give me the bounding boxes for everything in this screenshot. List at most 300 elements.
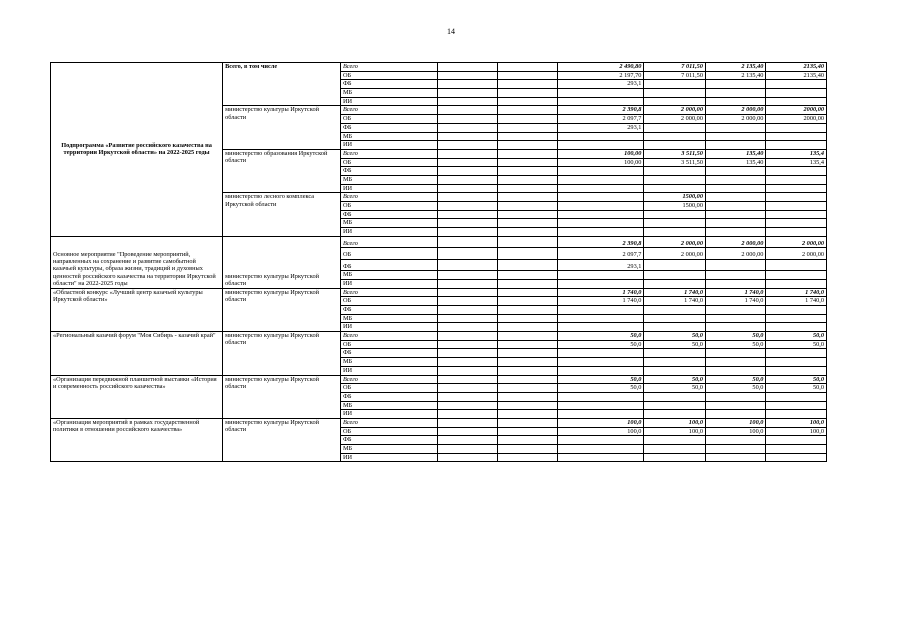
amount-cell <box>557 228 644 237</box>
empty-cell <box>437 340 497 349</box>
amount-cell <box>705 184 765 193</box>
amount-cell: 3 511,50 <box>644 158 706 167</box>
amount-cell: 1 740,0 <box>644 297 706 306</box>
amount-cell <box>766 410 827 419</box>
empty-cell <box>437 323 497 332</box>
empty-cell <box>437 279 497 288</box>
funding-source-cell: ИИ <box>340 184 437 193</box>
empty-cell <box>498 123 557 132</box>
amount-cell: 1 740,0 <box>557 297 644 306</box>
funding-source-cell: ИИ <box>340 279 437 288</box>
amount-cell <box>557 453 644 462</box>
empty-cell <box>498 427 557 436</box>
amount-cell: 2 000,00 <box>644 106 706 115</box>
amount-cell: 50,0 <box>557 384 644 393</box>
empty-cell <box>437 167 497 176</box>
amount-cell <box>766 132 827 141</box>
empty-cell <box>437 427 497 436</box>
empty-cell <box>437 97 497 106</box>
empty-cell <box>498 279 557 288</box>
amount-cell: 100,0 <box>766 427 827 436</box>
amount-cell <box>766 445 827 454</box>
empty-cell <box>498 410 557 419</box>
empty-cell <box>498 306 557 315</box>
amount-cell <box>766 210 827 219</box>
empty-cell <box>437 80 497 89</box>
empty-cell <box>437 236 497 248</box>
amount-cell <box>705 89 765 98</box>
amount-cell <box>644 323 706 332</box>
amount-cell <box>557 323 644 332</box>
funding-source-cell: МБ <box>340 445 437 454</box>
empty-cell <box>437 175 497 184</box>
amount-cell: 2135,40 <box>766 71 827 80</box>
amount-cell: 2 097,7 <box>557 248 644 260</box>
amount-cell: 100,00 <box>557 158 644 167</box>
empty-cell <box>437 259 497 271</box>
table-row <box>51 63 827 72</box>
amount-cell: 2000,00 <box>766 115 827 124</box>
amount-cell <box>766 401 827 410</box>
empty-cell <box>498 401 557 410</box>
amount-cell: 2 000,00 <box>644 115 706 124</box>
amount-cell <box>644 123 706 132</box>
amount-cell <box>766 202 827 211</box>
amount-cell: 293,1 <box>557 80 644 89</box>
amount-cell <box>705 80 765 89</box>
empty-cell <box>498 149 557 158</box>
empty-cell <box>498 158 557 167</box>
funding-source-cell: МБ <box>340 219 437 228</box>
amount-cell <box>557 314 644 323</box>
funding-source-cell: ФБ <box>340 259 437 271</box>
amount-cell <box>644 219 706 228</box>
amount-cell <box>644 271 706 280</box>
table-row <box>51 332 827 341</box>
funding-source-cell: ОБ <box>340 340 437 349</box>
funding-source-cell: ИИ <box>340 453 437 462</box>
amount-cell: 1 740,0 <box>705 297 765 306</box>
amount-cell <box>644 97 706 106</box>
amount-cell <box>557 410 644 419</box>
amount-cell <box>644 175 706 184</box>
amount-cell <box>766 306 827 315</box>
amount-cell: 100,0 <box>644 427 706 436</box>
amount-cell <box>705 392 765 401</box>
amount-cell: 2 000,00 <box>705 248 765 260</box>
amount-cell: 2 390,8 <box>557 106 644 115</box>
amount-cell <box>557 167 644 176</box>
amount-cell <box>766 271 827 280</box>
empty-cell <box>498 314 557 323</box>
amount-cell: 2 000,00 <box>705 106 765 115</box>
amount-cell <box>705 410 765 419</box>
empty-cell <box>437 392 497 401</box>
amount-cell <box>766 366 827 375</box>
funding-source-cell: ФБ <box>340 306 437 315</box>
amount-cell <box>644 259 706 271</box>
empty-cell <box>498 219 557 228</box>
amount-cell: 50,0 <box>766 375 827 384</box>
amount-cell: 100,0 <box>705 418 765 427</box>
empty-cell <box>498 89 557 98</box>
amount-cell: 2 000,00 <box>644 248 706 260</box>
empty-cell <box>437 366 497 375</box>
amount-cell <box>557 202 644 211</box>
amount-cell: 1 740,0 <box>766 288 827 297</box>
funding-source-cell: Всего <box>340 106 437 115</box>
empty-cell <box>498 184 557 193</box>
activity-name-cell: «Организация мероприятий в рамках государственной политики в отношении российского казачества» <box>51 418 223 461</box>
amount-cell: 135,4 <box>766 158 827 167</box>
amount-cell <box>557 219 644 228</box>
amount-cell <box>644 410 706 419</box>
funding-source-cell: МБ <box>340 271 437 280</box>
empty-cell <box>498 366 557 375</box>
funding-source-cell: Всего <box>340 149 437 158</box>
amount-cell <box>557 193 644 202</box>
amount-cell: 1 740,0 <box>644 288 706 297</box>
amount-cell <box>766 392 827 401</box>
amount-cell <box>557 141 644 150</box>
amount-cell <box>644 436 706 445</box>
funding-source-cell: ИИ <box>340 410 437 419</box>
empty-cell <box>498 384 557 393</box>
amount-cell <box>644 358 706 367</box>
amount-cell <box>705 279 765 288</box>
empty-cell <box>437 418 497 427</box>
amount-cell <box>766 219 827 228</box>
empty-cell <box>498 175 557 184</box>
amount-cell <box>766 349 827 358</box>
amount-cell <box>705 97 765 106</box>
empty-cell <box>498 193 557 202</box>
empty-cell <box>437 445 497 454</box>
amount-cell <box>766 453 827 462</box>
amount-cell <box>705 453 765 462</box>
funding-source-cell: ОБ <box>340 248 437 260</box>
amount-cell <box>644 392 706 401</box>
amount-cell <box>644 401 706 410</box>
amount-cell: 50,0 <box>557 340 644 349</box>
amount-cell: 50,0 <box>644 384 706 393</box>
funding-source-cell: Всего <box>340 288 437 297</box>
funding-source-cell: ОБ <box>340 427 437 436</box>
table-row <box>51 375 827 384</box>
amount-cell: 50,0 <box>766 340 827 349</box>
empty-cell <box>498 259 557 271</box>
table-row <box>51 236 827 248</box>
amount-cell <box>644 228 706 237</box>
amount-cell <box>557 366 644 375</box>
amount-cell: 3 511,50 <box>644 149 706 158</box>
empty-cell <box>437 71 497 80</box>
amount-cell <box>705 219 765 228</box>
empty-cell <box>437 123 497 132</box>
empty-cell <box>498 453 557 462</box>
amount-cell <box>557 358 644 367</box>
empty-cell <box>498 210 557 219</box>
empty-cell <box>437 349 497 358</box>
empty-cell <box>437 297 497 306</box>
funding-source-cell: Всего <box>340 193 437 202</box>
amount-cell: 2 097,7 <box>557 115 644 124</box>
amount-cell <box>557 279 644 288</box>
funding-source-cell: Всего <box>340 63 437 72</box>
empty-cell <box>437 332 497 341</box>
empty-cell <box>437 132 497 141</box>
amount-cell: 100,0 <box>766 418 827 427</box>
amount-cell: 50,0 <box>705 384 765 393</box>
amount-cell <box>705 445 765 454</box>
empty-cell <box>498 236 557 248</box>
amount-cell <box>644 453 706 462</box>
amount-cell <box>705 175 765 184</box>
funding-source-cell: МБ <box>340 89 437 98</box>
amount-cell <box>644 80 706 89</box>
amount-cell <box>557 392 644 401</box>
activity-name-cell: «Региональный казачий форум "Моя Сибирь - казачий край" <box>51 332 223 375</box>
empty-cell <box>498 271 557 280</box>
funding-source-cell: МБ <box>340 132 437 141</box>
empty-cell <box>498 323 557 332</box>
amount-cell <box>557 97 644 106</box>
empty-cell <box>437 436 497 445</box>
funding-source-cell: ФБ <box>340 436 437 445</box>
executor-cell: министерство лесного комплекса Иркутской области <box>223 193 341 236</box>
amount-cell: 293,1 <box>557 123 644 132</box>
amount-cell: 2 000,00 <box>705 236 765 248</box>
amount-cell <box>766 89 827 98</box>
empty-cell <box>498 349 557 358</box>
activity-name-cell: «Организация передвижной планшетной выставки «История и современность российского казачества» <box>51 375 223 418</box>
activity-name-cell: Подпрограмма «Развитие российского казачества на территории Иркутской области» на 2022-2025 годы <box>51 63 223 237</box>
empty-cell <box>498 106 557 115</box>
amount-cell: 135,4 <box>766 149 827 158</box>
amount-cell: 100,0 <box>705 427 765 436</box>
amount-cell <box>766 80 827 89</box>
executor-cell: министерство культуры Иркутской области <box>223 236 341 288</box>
amount-cell: 2000,00 <box>766 106 827 115</box>
empty-cell <box>498 248 557 260</box>
amount-cell: 2135,40 <box>766 63 827 72</box>
funding-source-cell: ОБ <box>340 115 437 124</box>
amount-cell: 50,0 <box>557 332 644 341</box>
amount-cell <box>705 132 765 141</box>
amount-cell <box>766 193 827 202</box>
empty-cell <box>437 410 497 419</box>
amount-cell <box>557 271 644 280</box>
funding-source-cell: ИИ <box>340 141 437 150</box>
empty-cell <box>437 63 497 72</box>
amount-cell: 1 740,0 <box>705 288 765 297</box>
empty-cell <box>437 314 497 323</box>
amount-cell <box>766 259 827 271</box>
amount-cell: 2 000,00 <box>705 115 765 124</box>
empty-cell <box>498 445 557 454</box>
amount-cell: 2 000,00 <box>766 236 827 248</box>
amount-cell: 100,0 <box>557 418 644 427</box>
amount-cell: 50,0 <box>766 384 827 393</box>
funding-source-cell: ИИ <box>340 228 437 237</box>
amount-cell: 2 490,80 <box>557 63 644 72</box>
funding-source-cell: Всего <box>340 375 437 384</box>
funding-source-cell: МБ <box>340 314 437 323</box>
empty-cell <box>498 202 557 211</box>
amount-cell <box>705 202 765 211</box>
empty-cell <box>498 358 557 367</box>
amount-cell: 1500,00 <box>644 202 706 211</box>
funding-source-cell: ИИ <box>340 323 437 332</box>
funding-source-cell: ОБ <box>340 384 437 393</box>
amount-cell: 50,0 <box>557 375 644 384</box>
amount-cell <box>705 401 765 410</box>
amount-cell <box>766 167 827 176</box>
amount-cell <box>644 279 706 288</box>
amount-cell <box>644 167 706 176</box>
empty-cell <box>437 202 497 211</box>
funding-source-cell: ОБ <box>340 158 437 167</box>
empty-cell <box>498 71 557 80</box>
empty-cell <box>437 193 497 202</box>
funding-source-cell: Всего <box>340 418 437 427</box>
executor-cell: министерство культуры Иркутской области <box>223 418 341 461</box>
amount-cell: 1 740,0 <box>557 288 644 297</box>
amount-cell <box>644 141 706 150</box>
amount-cell <box>766 358 827 367</box>
activity-name-cell: Основное мероприятие "Проведение мероприятий, направленных на сохранение и развитие самобытной казачьей культуры, образа жизни, традиций и духовных ценностей российского казачества на территории Иркутской области" на 2022-2025 годы <box>51 236 223 288</box>
empty-cell <box>437 248 497 260</box>
executor-cell: министерство образования Иркутской области <box>223 149 341 192</box>
amount-cell <box>705 323 765 332</box>
amount-cell <box>705 306 765 315</box>
funding-source-cell: ФБ <box>340 80 437 89</box>
amount-cell <box>766 141 827 150</box>
amount-cell <box>705 123 765 132</box>
budget-table <box>50 62 827 462</box>
amount-cell <box>557 132 644 141</box>
amount-cell <box>766 314 827 323</box>
empty-cell <box>498 97 557 106</box>
funding-source-cell: ОБ <box>340 71 437 80</box>
empty-cell <box>437 149 497 158</box>
amount-cell <box>705 167 765 176</box>
amount-cell <box>557 306 644 315</box>
empty-cell <box>437 453 497 462</box>
empty-cell <box>437 358 497 367</box>
funding-source-cell: ИИ <box>340 97 437 106</box>
amount-cell <box>766 184 827 193</box>
empty-cell <box>437 375 497 384</box>
budget-table-body <box>51 63 827 462</box>
amount-cell <box>705 228 765 237</box>
empty-cell <box>437 141 497 150</box>
amount-cell: 1 740,0 <box>766 297 827 306</box>
amount-cell: 2 135,40 <box>705 63 765 72</box>
amount-cell: 2 135,40 <box>705 71 765 80</box>
executor-cell: министерство культуры Иркутской области <box>223 332 341 375</box>
amount-cell: 1500,00 <box>644 193 706 202</box>
empty-cell <box>437 219 497 228</box>
empty-cell <box>437 228 497 237</box>
empty-cell <box>498 80 557 89</box>
amount-cell <box>644 366 706 375</box>
funding-source-cell: Всего <box>340 332 437 341</box>
funding-source-cell: ОБ <box>340 202 437 211</box>
amount-cell <box>705 271 765 280</box>
amount-cell <box>644 184 706 193</box>
empty-cell <box>437 210 497 219</box>
amount-cell <box>644 89 706 98</box>
executor-cell: Всего, в том числе <box>223 63 341 106</box>
amount-cell: 2 000,00 <box>766 248 827 260</box>
funding-source-cell: ФБ <box>340 210 437 219</box>
amount-cell <box>557 349 644 358</box>
amount-cell <box>644 210 706 219</box>
amount-cell <box>557 210 644 219</box>
executor-cell: министерство культуры Иркутской области <box>223 288 341 331</box>
amount-cell <box>644 132 706 141</box>
amount-cell: 100,00 <box>557 149 644 158</box>
amount-cell: 50,0 <box>644 332 706 341</box>
amount-cell <box>766 228 827 237</box>
amount-cell <box>705 349 765 358</box>
amount-cell: 50,0 <box>705 375 765 384</box>
amount-cell <box>557 175 644 184</box>
amount-cell <box>557 401 644 410</box>
empty-cell <box>437 184 497 193</box>
amount-cell <box>644 349 706 358</box>
empty-cell <box>437 106 497 115</box>
amount-cell: 50,0 <box>705 340 765 349</box>
amount-cell: 293,1 <box>557 259 644 271</box>
funding-source-cell: МБ <box>340 175 437 184</box>
page-number: 14 <box>447 27 455 36</box>
funding-source-cell: ФБ <box>340 123 437 132</box>
amount-cell <box>705 366 765 375</box>
amount-cell <box>557 436 644 445</box>
funding-source-cell: ФБ <box>340 392 437 401</box>
funding-source-cell: ФБ <box>340 167 437 176</box>
executor-cell: министерство культуры Иркутской области <box>223 375 341 418</box>
empty-cell <box>498 392 557 401</box>
amount-cell <box>705 358 765 367</box>
amount-cell <box>705 193 765 202</box>
amount-cell <box>644 445 706 454</box>
amount-cell <box>705 210 765 219</box>
funding-source-cell: Всего <box>340 236 437 248</box>
funding-source-cell: МБ <box>340 401 437 410</box>
empty-cell <box>498 115 557 124</box>
amount-cell: 50,0 <box>644 340 706 349</box>
empty-cell <box>437 288 497 297</box>
funding-source-cell: ИИ <box>340 366 437 375</box>
table-row <box>51 288 827 297</box>
amount-cell <box>766 123 827 132</box>
empty-cell <box>498 332 557 341</box>
empty-cell <box>437 306 497 315</box>
amount-cell <box>557 445 644 454</box>
amount-cell: 2 390,8 <box>557 236 644 248</box>
empty-cell <box>498 436 557 445</box>
amount-cell <box>766 279 827 288</box>
empty-cell <box>498 297 557 306</box>
empty-cell <box>498 63 557 72</box>
amount-cell: 7 011,50 <box>644 63 706 72</box>
amount-cell: 50,0 <box>644 375 706 384</box>
amount-cell: 135,40 <box>705 149 765 158</box>
empty-cell <box>498 132 557 141</box>
